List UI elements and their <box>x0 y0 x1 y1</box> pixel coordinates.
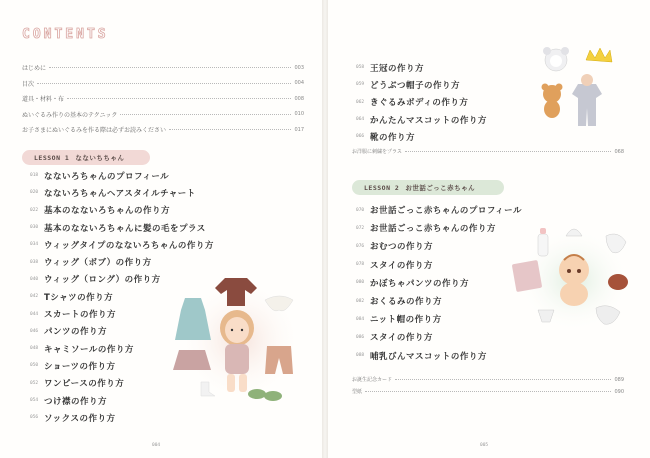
list-item[interactable]: 022 基本のなないろちゃんの作り方 <box>30 206 171 217</box>
list-item[interactable]: 042 Tシャツの作り方 <box>30 292 114 303</box>
blanket-icon <box>512 260 542 292</box>
pattern-row[interactable]: 型紙 090 <box>352 388 624 395</box>
doll-body-icon <box>225 344 249 374</box>
doll-illustration <box>165 270 315 420</box>
left-page <box>0 0 322 458</box>
baby-body-icon <box>560 282 588 306</box>
lesson1-header <box>22 150 150 165</box>
list-item[interactable]: 054 つけ襟の作り方 <box>30 396 108 407</box>
list-item[interactable]: 076 おむつの作り方 <box>356 242 434 253</box>
leader-dots <box>395 379 611 380</box>
list-item[interactable]: 066 靴の作り方 <box>356 132 416 143</box>
intro-row[interactable]: お子さまにぬいぐるみを作る際は必ずお読みください 017 <box>22 126 304 135</box>
intro-row[interactable]: はじめに 003 <box>22 64 304 73</box>
intro-row[interactable]: 目次 004 <box>22 80 304 88</box>
baby-illustration <box>508 222 638 340</box>
page-number-right: 005 <box>480 443 489 448</box>
bottle-icon <box>538 234 548 256</box>
list-item[interactable]: 040 ウィッグ（ロング）の作り方 <box>30 275 161 286</box>
crown-icon <box>586 48 612 62</box>
leader-dots <box>49 67 291 68</box>
list-item[interactable]: 064 かんたんマスコットの作り方 <box>356 115 487 126</box>
list-item[interactable]: 084 ニット帽の作り方 <box>356 315 442 326</box>
list-item[interactable]: 020 なないろちゃんヘアスタイルチャート <box>30 188 196 199</box>
intro-list <box>22 60 304 138</box>
list-item[interactable]: 088 哺乳びんマスコットの作り方 <box>356 351 487 362</box>
kigurumi-body-icon <box>572 84 602 126</box>
list-item[interactable]: 078 スタイの作り方 <box>356 260 433 271</box>
lesson2-list <box>356 201 522 365</box>
leader-dots <box>169 129 291 130</box>
lesson1-tag: LESSON 1 <box>34 153 70 162</box>
list-item[interactable]: 072 お世話ごっこ赤ちゃんの作り方 <box>356 224 496 235</box>
intro-row[interactable]: ぬいぐるみ作りの基本のテクニック 010 <box>22 111 304 119</box>
list-item[interactable]: 082 おくるみの作り方 <box>356 297 443 308</box>
lesson2-title: お世話ごっこ赤ちゃん <box>405 184 476 192</box>
list-item[interactable]: 062 きぐるみボディの作り方 <box>356 98 469 109</box>
list-item[interactable]: 070 お世話ごっこ赤ちゃんのプロフィール <box>356 206 522 217</box>
leader-dots <box>37 83 291 84</box>
leader-dots <box>365 391 611 392</box>
contents-title: CONTENTS <box>22 27 109 42</box>
list-item[interactable]: 086 スタイの作り方 <box>356 333 433 344</box>
list-item[interactable]: 052 ワンピースの作り方 <box>30 379 125 390</box>
doll-face-icon <box>225 317 249 343</box>
embroidery-note[interactable]: お洋服に刺繍をプラス 068 <box>352 148 624 155</box>
shoe-icon <box>248 389 266 399</box>
list-item[interactable]: 044 スカートの作り方 <box>30 310 117 321</box>
list-item[interactable]: 058 王冠の作り方 <box>356 63 425 74</box>
costume-illustration <box>530 46 620 138</box>
leader-dots <box>67 98 291 99</box>
right-top-list <box>356 59 487 145</box>
list-item[interactable]: 038 ウィッグ（ボブ）の作り方 <box>30 258 152 269</box>
page-number-left: 004 <box>152 443 161 448</box>
list-item[interactable]: 046 パンツの作り方 <box>30 327 108 338</box>
lesson2-tag: LESSON 2 <box>364 183 400 192</box>
shoe-icon <box>264 391 282 401</box>
list-item[interactable]: 056 ソックスの作り方 <box>30 413 116 424</box>
pumpkin-pants-icon <box>608 274 628 290</box>
list-item[interactable]: 018 なないろちゃんのプロフィール <box>30 171 170 182</box>
leader-dots <box>405 151 612 152</box>
birth-card-row[interactable]: お誕生記念カード 089 <box>352 376 624 383</box>
intro-row[interactable]: 道具・材料・布 008 <box>22 95 304 104</box>
lesson1-title: なないちちゃん <box>75 154 125 162</box>
list-item[interactable]: 050 ショーツの作り方 <box>30 361 116 372</box>
list-item[interactable]: 059 どうぶつ帽子の作り方 <box>356 80 461 91</box>
list-item[interactable]: 034 ウィッグタイプのなないろちゃんの作り方 <box>30 240 214 251</box>
lesson2-header <box>352 180 504 195</box>
list-item[interactable]: 048 キャミソールの作り方 <box>30 344 134 355</box>
leader-dots <box>120 114 291 115</box>
skirt-icon <box>173 350 211 370</box>
list-item[interactable]: 030 基本のなないろちゃんに髪の毛をプラス <box>30 223 206 234</box>
list-item[interactable]: 080 かぼちゃパンツの作り方 <box>356 278 470 289</box>
